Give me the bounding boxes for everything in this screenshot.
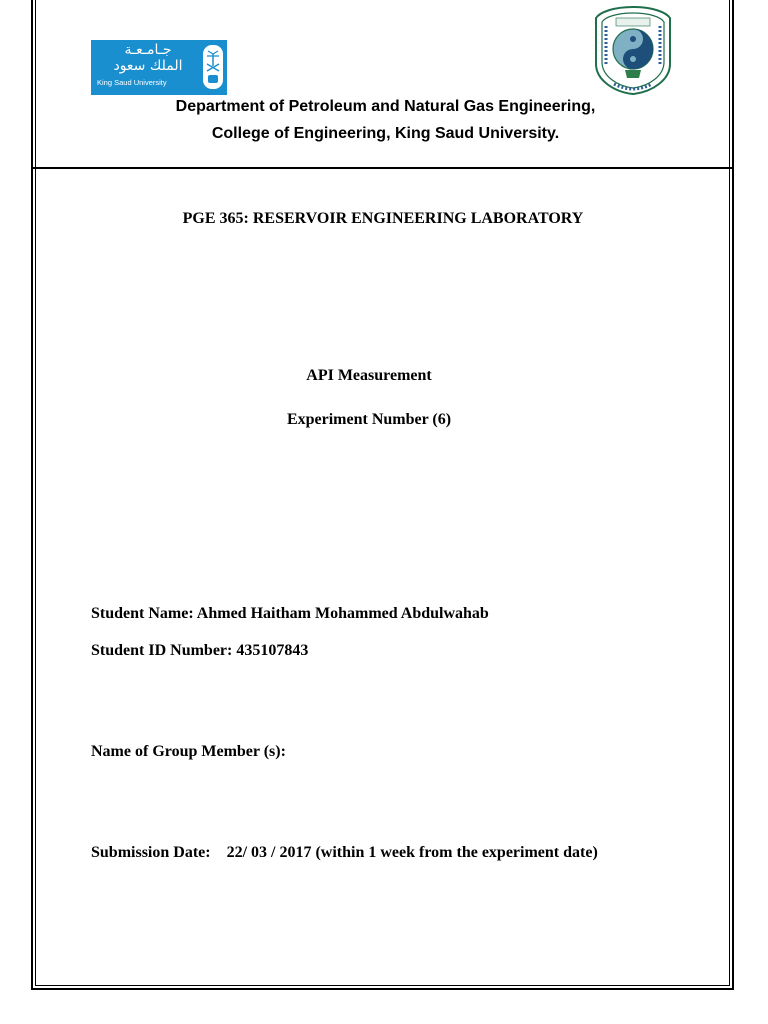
- submission-date: Submission Date: 22/ 03 / 2017 (within 1 week from the experiment date): [91, 844, 598, 861]
- logo-arabic-line1: جـامـعـة: [124, 42, 172, 58]
- course-title: PGE 365: RESERVOIR ENGINEERING LABORATORY: [182, 210, 584, 227]
- student-name: Student Name: Ahmed Haitham Mohammed Abdulwahab: [91, 605, 489, 622]
- department-heading: Department of Petroleum and Natural Gas Engineering,: [175, 98, 596, 115]
- experiment-name: API Measurement: [306, 367, 432, 384]
- student-id: Student ID Number: 435107843: [91, 642, 309, 659]
- logo-english-name: King Saud University: [97, 78, 167, 87]
- page-border: [31, 0, 734, 990]
- palm-swords-icon: [202, 44, 224, 90]
- header-divider: [33, 167, 733, 169]
- group-members: Name of Group Member (s):: [91, 743, 286, 760]
- logo-arabic-line2: الملك سعود: [113, 58, 183, 74]
- experiment-number: Experiment Number (6): [286, 411, 452, 428]
- college-heading: College of Engineering, King Saud University.: [211, 125, 560, 142]
- university-seal-icon: [592, 4, 674, 96]
- ksu-logo: [91, 40, 227, 95]
